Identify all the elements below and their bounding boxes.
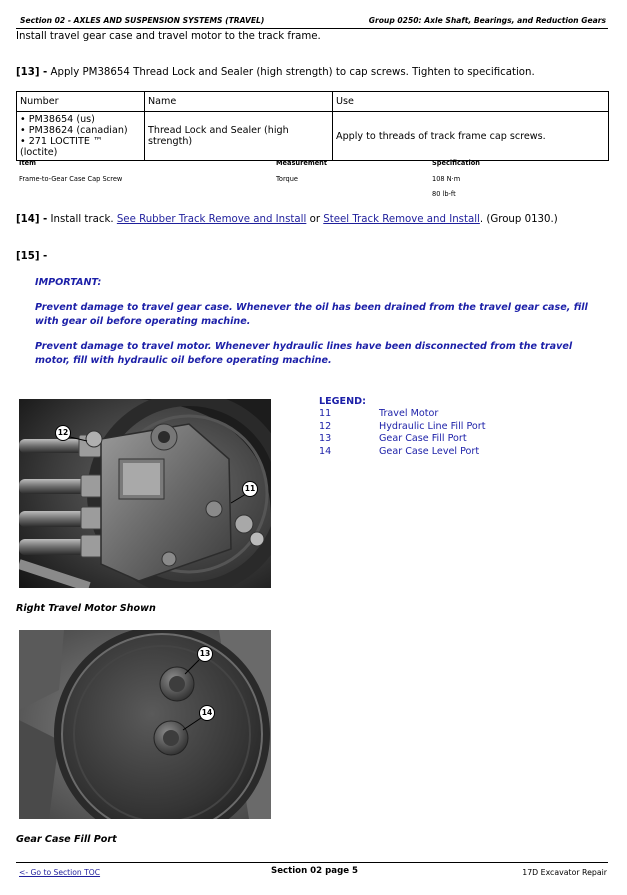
legend-item — [319, 446, 519, 459]
legend-label: Travel Motor — [379, 408, 439, 419]
gear-case-illustration — [19, 630, 271, 819]
intro-text: Install travel gear case and travel motor to the track frame. — [16, 31, 321, 42]
legend-label: Hydraulic Line Fill Port — [379, 420, 486, 432]
spec-value-metric: 108 N·m — [432, 175, 461, 183]
legend-number: 12 — [319, 420, 332, 432]
parts-header-number: Number — [17, 92, 145, 112]
legend-number: 13 — [319, 433, 332, 444]
header-divider — [16, 28, 608, 29]
callout-13: 13 — [197, 646, 213, 662]
legend-number: 11 — [319, 408, 332, 419]
legend-number: 14 — [319, 445, 332, 457]
header-section-title: Section 02 - AXLES AND SUSPENSION SYSTEMS (TRAVEL) — [20, 16, 265, 25]
steel-track-link[interactable]: Steel Track Remove and Install — [323, 214, 480, 225]
spec-value-imperial: 80 lb-ft — [432, 190, 456, 198]
legend-item — [319, 421, 519, 434]
parts-header-use: Use — [333, 92, 609, 112]
spec-header-item: Item — [19, 159, 36, 167]
important-paragraph-1 — [35, 301, 588, 329]
important-p1-line2: with gear oil before operating machine. — [35, 316, 251, 327]
header-group-title: Group 0250: Axle Shaft, Bearings, and Reduction Gears — [368, 16, 606, 25]
part-number: • PM38654 (us) — [20, 114, 95, 125]
spec-item: Frame-to-Gear Case Cap Screw — [19, 175, 123, 183]
callout-14: 14 — [199, 705, 215, 721]
step-13-text: Apply PM38654 Thread Lock and Sealer (high strength) to cap screws. Tighten to specification. — [50, 67, 535, 78]
section-toc-link[interactable]: <- Go to Section TOC — [19, 868, 101, 877]
legend-label: Gear Case Fill Port — [379, 433, 467, 444]
parts-header-name: Name — [145, 92, 333, 112]
legend-title: LEGEND: — [319, 396, 366, 407]
legend-item — [319, 408, 519, 421]
important-title: IMPORTANT: — [35, 277, 102, 288]
spec-header-specification: Specification — [432, 159, 480, 167]
important-paragraph-2 — [35, 340, 572, 368]
important-p1-line1: Prevent damage to travel gear case. Whenever the oil has been drained from the travel gear case, fill — [35, 302, 588, 313]
step-15-label: [15] - — [16, 251, 48, 262]
parts-table — [16, 91, 609, 161]
callout-12: 12 — [55, 425, 71, 441]
legend-item — [319, 433, 519, 446]
parts-cell-use: Apply to threads of track frame cap screws. — [333, 112, 609, 161]
spec-header-measurement: Measurement — [276, 159, 328, 167]
footer-page-number: Section 02 page 5 — [271, 866, 359, 876]
rubber-track-link[interactable]: See Rubber Track Remove and Install — [116, 214, 307, 225]
step-14-text: Install track. — [50, 214, 114, 225]
travel-motor-caption: Right Travel Motor Shown — [16, 603, 156, 614]
legend-label: Gear Case Level Port — [379, 445, 480, 457]
spec-measurement: Torque — [276, 175, 298, 183]
step-14-label: [14] - — [16, 214, 48, 225]
step-13 — [16, 67, 535, 78]
legend — [319, 396, 519, 458]
part-number: • 271 LOCTITE ™ (loctite) — [20, 136, 103, 158]
page-header — [16, 15, 608, 28]
step-13-label: [13] - — [16, 67, 48, 78]
footer-divider — [16, 862, 608, 863]
travel-motor-photo — [19, 399, 271, 588]
parts-cell-name: Thread Lock and Sealer (high strength) — [145, 112, 333, 161]
callout-11: 11 — [242, 481, 258, 497]
gear-case-caption: Gear Case Fill Port — [16, 834, 117, 845]
footer-document-title: 17D Excavator Repair — [522, 868, 607, 877]
parts-cell-numbers — [17, 112, 145, 161]
important-p2-line1: Prevent damage to travel motor. Whenever hydraulic lines have been disconnected from the travel — [35, 341, 573, 352]
step-14 — [16, 214, 558, 225]
step-14-group: . (Group 0130.) — [479, 214, 558, 225]
important-p2-line2: motor, fill with hydraulic oil before operating machine. — [35, 355, 332, 366]
part-number: • PM38624 (canadian) — [20, 125, 128, 136]
step-14-or: or — [309, 214, 321, 225]
gear-case-photo — [19, 630, 271, 819]
